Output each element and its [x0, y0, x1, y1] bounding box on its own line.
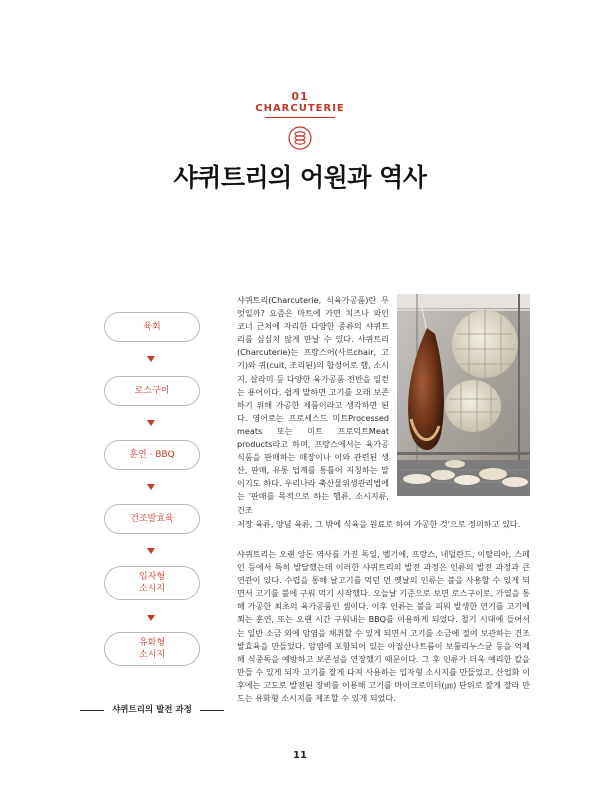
flow-caption	[80, 703, 224, 717]
flow-step-label: 입자형 소시지	[138, 572, 166, 594]
flow-step-label: 로스구이	[134, 386, 170, 396]
flow-step-label: 건조발효육	[130, 514, 174, 524]
flow-arrow-icon	[147, 356, 155, 362]
chapter-rule	[265, 117, 335, 118]
flow-arrow-icon	[147, 484, 155, 490]
flow-step-roast	[104, 376, 200, 406]
sausage-slices-icon	[288, 126, 312, 150]
hanging-cured-meat-photo	[397, 294, 530, 496]
flow-step-label: 훈연 · BBQ	[129, 450, 175, 460]
flow-step-emulsion-sausage	[104, 632, 200, 666]
flow-step-label: 유화형 소시지	[138, 638, 166, 660]
flow-step-label: 육회	[143, 322, 161, 332]
chapter-number: 01	[291, 90, 309, 103]
flow-arrow-icon	[147, 615, 155, 621]
intro-paragraph: 샤퀴트리(Charcuterie, 식육가공품)란 무엇일까? 요즘은 마트에 가면 치즈나 와인 코너 근처에 자리한 다양한 종류의 샤퀴트리를 심심치 않게 만날 수 있다. 샤퀴트리(Charcuterie)는 프랑스어(사르chair, 고기)와 퀴(cuit, 조리된)의 합성어로 햄, 소시지, 살라미 등 다양한 육가공품 전반을 일컫는 용어이다. 쉽게 말하면 고기를 오래 보존하기 위해 가공한 제품이라고 생각하면 된다. 영어로는 프로세스드 미트Processed meats 또는 미트 프로덕트Meat products라고 하며, 프랑스에서는 육가공 식품을 판매하는 매장이나 이와 관련된 생산, 판매, 유통 업계를 통틀어 지칭하는 말이기도 하다. 우리나라 축산물위생관리법에는 '판매를 목적으로 하는 햄류, 소시지류, 건조	[237, 295, 389, 515]
chapter-tag: CHARCUTERIE	[255, 103, 345, 114]
history-paragraph: 샤퀴트리는 오랜 앙돈 역사를 가진 독일, 벨기에, 프랑스, 네덜란드, 이탈리아, 스페인 등에서 특히 발달했는데 이러한 샤퀴트리의 발전 과정은 인류의 발전 과정과 큰 연관이 있다. 수렵을 통해 날고기를 먹던 먼 옛날의 인류는 불을 사용할 수 있게 되면서 고기를 불에 구워 먹기 시작했다. 오늘날 기준으로 보면 로스구이로, 가열을 통해 가공한 최초의 육가공품인 셈이다. 이후 인류는 불을 피워 발생한 연기를 고기에 쬐는 훈연, 또는 오랜 시간 구워내는 BBQ를 이용하게 되었다. 철기 시대에 들어서는 일반 소금 외에 암염을 채취할 수 있게 되면서 고기를 소금에 절여 보관하는 건조발효육을 만들었다. 암염에 포함되어 있는 아질산나트륨이 보툴리누스균 등을 억제해 식중독을 예방하고 보존성을 연장했기 때문이다. 그 후 인류가 더욱 예리한 칼을 만들 수 있게 되자 고기를 잘게 다져 사용하는 입자형 소시지를 만들었고, 산업화 이후에는 고도로 발전된 장비를 이용해 고기를 마이크로미터(㎛) 단위로 잘게 잘라 만드는 유화형 소시지를 제조할 수 있게 되었다.	[237, 549, 530, 704]
page-title: 샤퀴트리의 어원과 역사	[173, 163, 427, 192]
flow-step-coarse-sausage	[104, 566, 200, 600]
flow-step-raw	[104, 312, 200, 342]
intro-paragraph-tail: 저장 육류, 양념 육류, 그 밖에 식육을 원료로 하여 가공한 것'으로 정의하고 있다.	[237, 519, 521, 529]
flow-caption-text: 샤퀴트리의 발전 과정	[112, 705, 192, 715]
flow-arrow-icon	[147, 548, 155, 554]
flow-step-smoke	[104, 440, 200, 470]
page-number: 11	[293, 750, 307, 761]
flow-step-dry-cured	[104, 504, 200, 534]
flow-arrow-icon	[147, 420, 155, 426]
